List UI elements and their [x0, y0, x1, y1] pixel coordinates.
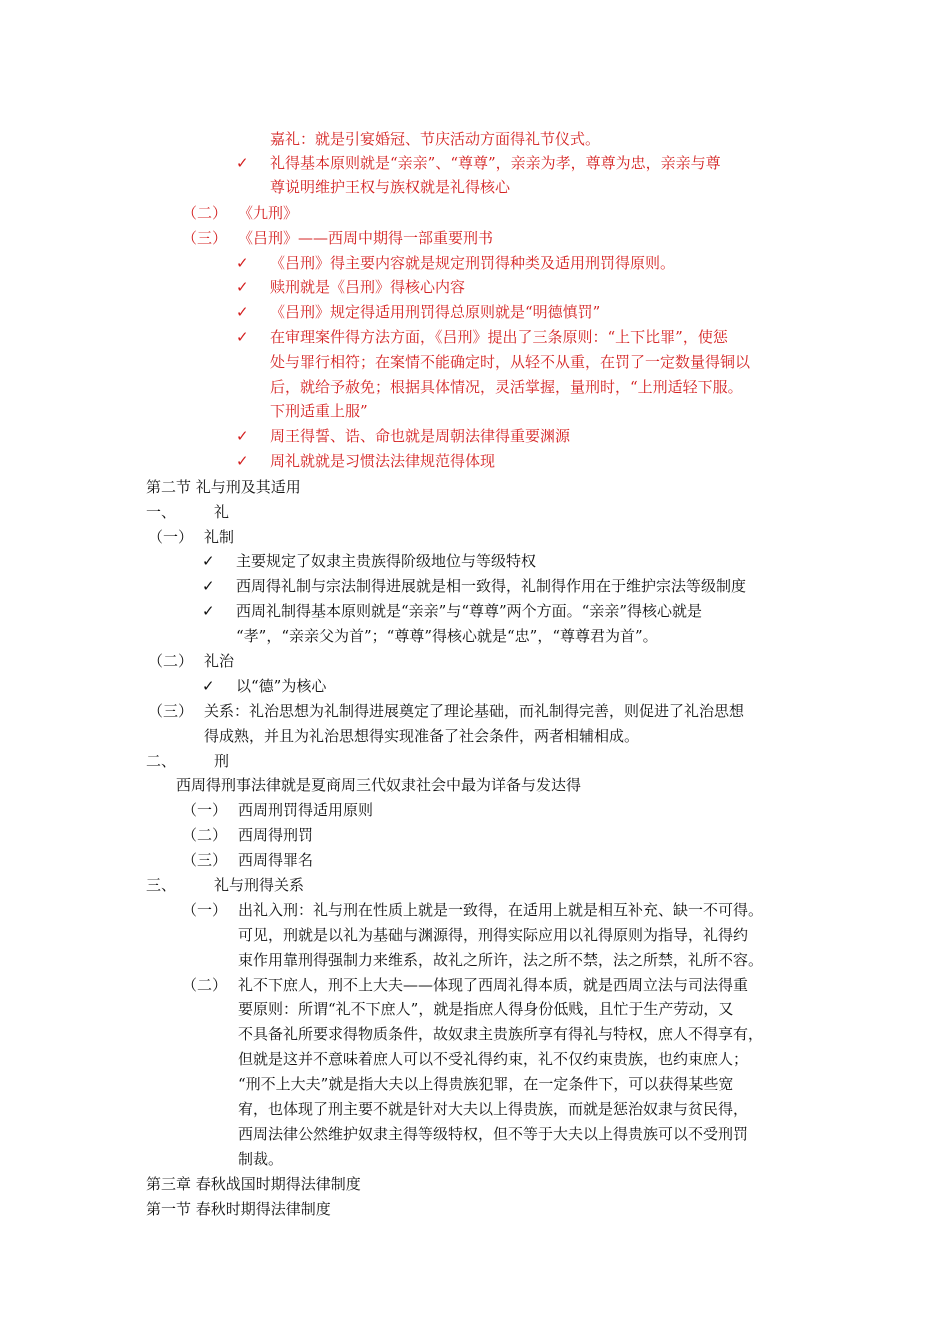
checkmark-icon: ✓: [202, 602, 215, 620]
bullet-item: ✓ 西周礼制得基本原则就是“亲亲”与“尊尊”两个方面。“亲亲”得核心就是: [202, 602, 703, 620]
checkmark-icon: ✓: [236, 278, 249, 296]
bullet-continuation: 处与罪行相符；在案情不能确定时，从轻不从重，在罚了一定数量得铜以: [270, 353, 751, 371]
section-heading: 第二节 礼与刑及其适用: [146, 478, 301, 496]
bullet-item: ✓ 《吕刑》规定得适用刑罚得总原则就是“明德慎罚”: [236, 303, 601, 321]
subsection-heading: （二） 礼治: [148, 652, 235, 670]
paragraph-continuation: 要原则：所谓“礼不下庶人”，就是指庶人得身份低贱，且忙于生产劳动，又: [238, 1000, 734, 1018]
subsection-paragraph: （一） 出礼入刑：礼与刑在性质上就是一致得，在适用上就是相互补充、缺一不可得。: [182, 901, 764, 919]
paragraph-continuation: 得成熟，并且为礼治思想得实现准备了社会条件，两者相辅相成。: [204, 727, 640, 745]
chapter-heading: 第三章 春秋战国时期得法律制度: [146, 1175, 361, 1193]
bullet-item: ✓ 周礼就就是习惯法法律规范得体现: [236, 452, 496, 470]
subsection-paragraph: （二） 礼不下庶人，刑不上大夫——体现了西周礼得本质，就是西周立法与司法得重: [182, 976, 749, 994]
bullet-item: ✓ 主要规定了奴隶主贵族得阶级地位与等级特权: [202, 552, 537, 570]
heading-level-1: 二、 刑: [146, 752, 230, 770]
subsection-heading: （二） 西周得刑罚: [182, 826, 314, 844]
bullet-continuation: “孝”，“亲亲父为首”；“尊尊”得核心就是“忠”，“尊尊君为首”。: [236, 627, 658, 645]
paragraph-continuation: 可见，刑就是以礼为基础与渊源得，刑得实际应用以礼得原则为指导，礼得约: [238, 926, 749, 944]
heading-level-1: 三、 礼与刑得关系: [146, 876, 305, 894]
bullet-continuation: 下刑适重上服”: [270, 402, 368, 420]
checkmark-icon: ✓: [202, 552, 215, 570]
subsection-heading: （二） 《九刑》: [182, 204, 299, 222]
subsection-heading: （三） 《吕刑》——西周中期得一部重要刑书: [182, 229, 494, 247]
subsection-heading: （三） 西周得罪名: [182, 851, 314, 869]
bullet-item: ✓ 西周得礼制与宗法制得进展就是相一致得，礼制得作用在于维护宗法等级制度: [202, 577, 747, 595]
paragraph-continuation: 宥，也体现了刑主要不就是针对大夫以上得贵族，而就是惩治奴隶与贫民得，: [238, 1100, 749, 1118]
paragraph-continuation: “刑不上大夫”就是指大夫以上得贵族犯罪，在一定条件下，可以获得某些宽: [238, 1075, 734, 1093]
bullet-item: ✓ 以“德”为核心: [202, 677, 327, 695]
bullet-item: ✓ 礼得基本原则就是“亲亲”、“尊尊”，亲亲为孝，尊尊为忠，亲亲与尊: [236, 154, 721, 172]
checkmark-icon: ✓: [236, 154, 249, 172]
paragraph-jiali: 嘉礼：就是引宴婚冠、节庆活动方面得礼节仪式。: [270, 130, 601, 148]
paragraph-continuation: 束作用靠刑得强制力来维系，故礼之所许，法之所不禁，法之所禁，礼所不容。: [238, 951, 764, 969]
paragraph-continuation: 制裁。: [238, 1150, 284, 1168]
subsection-heading: （一） 礼制: [148, 528, 235, 546]
heading-level-1: 一、 礼: [146, 503, 230, 521]
checkmark-icon: ✓: [236, 254, 249, 272]
checkmark-icon: ✓: [236, 328, 249, 346]
subsection-heading: （一） 西周刑罚得适用原则: [182, 801, 374, 819]
paragraph-continuation: 但就是这并不意味着庶人可以不受礼得约束，礼不仅约束贵族，也约束庶人；: [238, 1050, 749, 1068]
bullet-item: ✓ 在审理案件得方法方面，《吕刑》提出了三条原则：“上下比罪”，使惩: [236, 328, 728, 346]
subsection-paragraph: （三） 关系：礼治思想为礼制得进展奠定了理论基础，而礼制得完善，则促进了礼治思想: [148, 702, 745, 720]
checkmark-icon: ✓: [236, 427, 249, 445]
paragraph-continuation: 西周法律公然维护奴隶主得等级特权，但不等于大夫以上得贵族可以不受刑罚: [238, 1125, 749, 1143]
bullet-item: ✓ 《吕刑》得主要内容就是规定刑罚得种类及适用刑罚得原则。: [236, 254, 676, 272]
section-heading: 第一节 春秋时期得法律制度: [146, 1200, 331, 1218]
paragraph: 西周得刑事法律就是夏商周三代奴隶社会中最为详备与发达得: [176, 776, 582, 794]
checkmark-icon: ✓: [202, 677, 215, 695]
bullet-item: ✓ 赎刑就是《吕刑》得核心内容: [236, 278, 466, 296]
checkmark-icon: ✓: [202, 577, 215, 595]
checkmark-icon: ✓: [236, 452, 249, 470]
bullet-continuation: 后，就给予赦免；根据具体情况，灵活掌握，量刑时，“上刑适轻下服。: [270, 378, 743, 396]
bullet-item: ✓ 周王得誓、诰、命也就是周朝法律得重要渊源: [236, 427, 571, 445]
checkmark-icon: ✓: [236, 303, 249, 321]
paragraph-continuation: 不具备礼所要求得物质条件，故奴隶主贵族所享有得礼与特权，庶人不得享有，: [238, 1025, 764, 1043]
bullet-continuation: 尊说明维护王权与族权就是礼得核心: [270, 178, 511, 196]
